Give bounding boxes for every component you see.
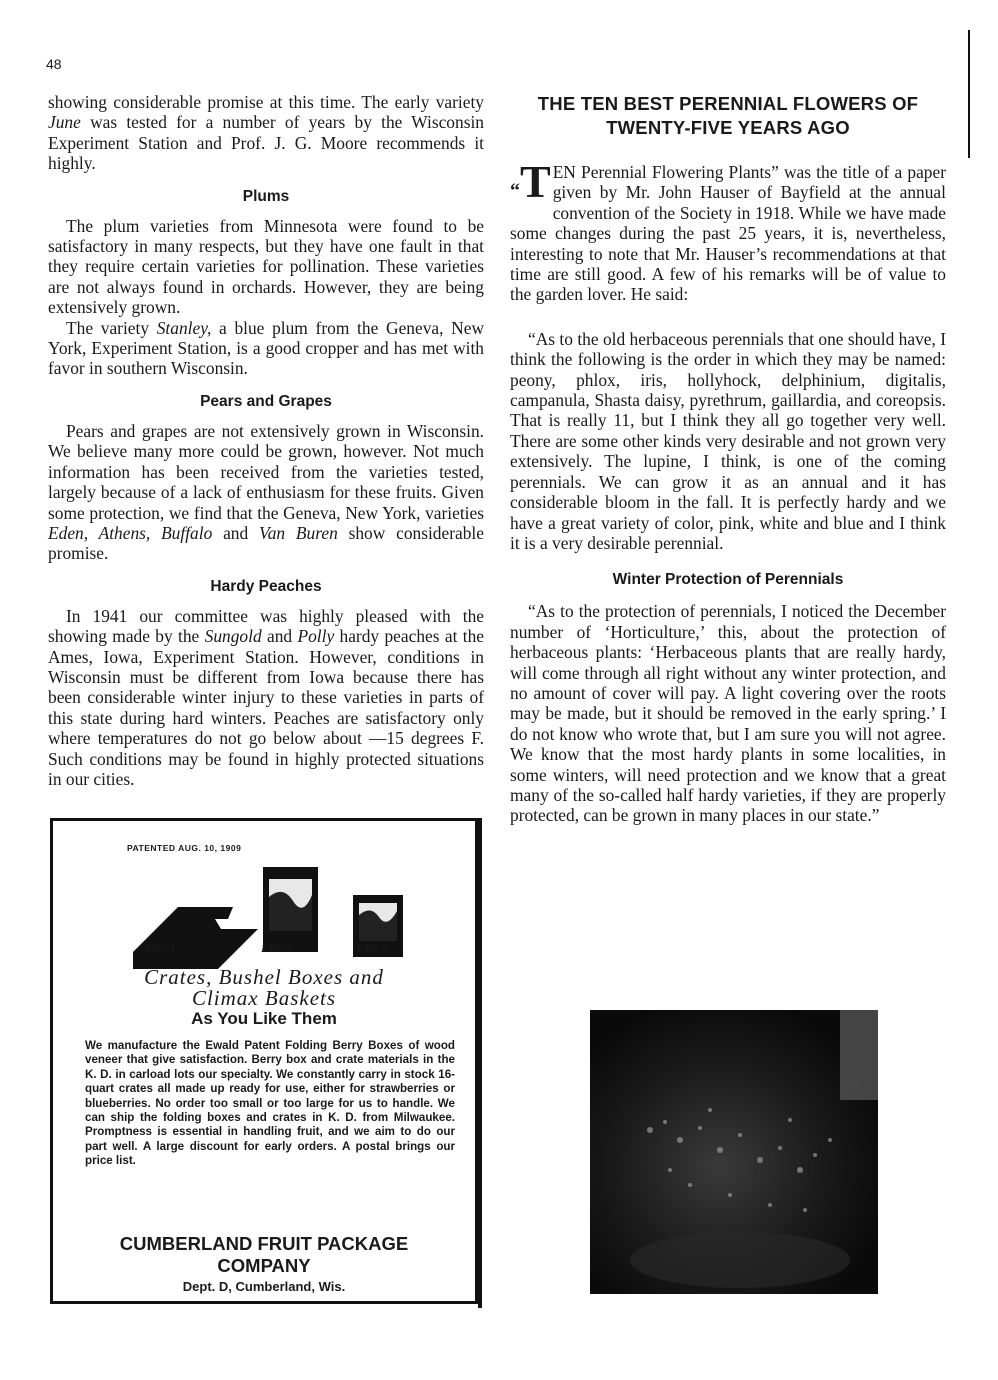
company-address: Dept. D, Cumberland, Wis. bbox=[182, 1279, 346, 1294]
folded-box-figure bbox=[133, 907, 258, 969]
peaches-heading: Hardy Peaches bbox=[210, 577, 322, 595]
plums-paragraph: The plum varieties from Minnesota were found to be satisfactory in many respects, but they have one fault in that they require certain varieties for pollination. These varieties are not always found in orchards. However, they are being extensively grown. bbox=[48, 215, 484, 318]
winter-protection-heading: Winter Protection of Perennials bbox=[612, 571, 844, 589]
right-column bbox=[510, 92, 946, 826]
advertisement-box bbox=[50, 818, 478, 1304]
ad-subhead: As You Like Them bbox=[191, 1009, 337, 1028]
flower-photo bbox=[590, 1010, 878, 1294]
intro-paragraph: showing considerable promise at this time. The early variety June was tested for a number of years by the Wisconsin Experiment Station and Prof. J. G. Moore recommends it highly. bbox=[48, 92, 484, 174]
drop-cap: “T bbox=[510, 156, 551, 207]
pears-heading: Pears and Grapes bbox=[200, 392, 332, 410]
ad-body: We manufacture the Ewald Patent Folding Berry Boxes of wood veneer that give satisfaction. Berry box and crate materials in the K. D. in carload lots our specialty. We constantly carry in stock 16-quart crates all made up ready for use, either for strawberries or blueberries. No order too small or too large for us to handle. We can ship the folding boxes and crates in K. D. from Milwaukee. Promptness is essential in handling fruit, and we aim to do our part well. A large discount for early orders. A postal brings our price list. bbox=[85, 1039, 455, 1168]
peaches-paragraph: In 1941 our committee was highly pleased with the showing made by the Sungold and Polly hardy peaches at the Ames, Iowa, Experiment Station. However, conditions in Wisconsin must be different from Iowa because there has been considerable winter injury to these varieties in parts of this state during hard winters. Peaches are satisfactory only where temperatures do not go below about —15 degrees F. Such conditions may be found in highly protected situations in our cities. bbox=[48, 605, 484, 789]
winter-protection-paragraph: “As to the protection of perennials, I noticed the December number of ‘Horticulture,’ this, about the protection of herbaceous plants: ‘Herbaceous plants that are really hardy, will come through all right without any winter protection, and no amount of cover will pay. A light covering over the roots may be made, but it should be removed in the early spring.’ I do not know who wrote that, but I am sure you will not agree. We know that the most hardy plants in some localities, in some winters, will need protection and we know that a great many of the so-called half hardy varieties, if they are properly protected, can be grown in many places in our state.” bbox=[510, 601, 946, 826]
fig-1-label: FIG. 1 bbox=[145, 943, 176, 955]
patent-text: PATENTED AUG. 10, 1909 bbox=[127, 843, 242, 853]
article-title: THE TEN BEST PERENNIAL FLOWERS OF TWENTY-FIVE YEARS AGO bbox=[537, 93, 919, 138]
left-column bbox=[48, 92, 484, 789]
company-name: CUMBERLAND FRUIT PACKAGE COMPANY bbox=[119, 1233, 409, 1276]
page-number: 48 bbox=[46, 56, 62, 72]
perennials-quote: “As to the old herbaceous perennials that one should have, I think the following is the order in which they may be named: peony, phlox, iris, hollyhock, delphinium, digitalis, campanula, Shasta daisy, pyrethrum, gaillardia, and coreopsis. That is really 11, but I think they all go together very well. There are some other kinds very desirable and not grown very extensively. The lupine, I think, is one of the coming perennials. We can grow it as an annual and it has considerable bloom in the fall. It is perfectly hardy and we have a great variety of color, pink, white and blue and I think it is a very desirable perennial. bbox=[510, 328, 946, 553]
crate-figure bbox=[263, 867, 318, 952]
ad-headline: Crates, Bushel Boxes and Climax Baskets bbox=[144, 965, 384, 1010]
lead-paragraph: “T EN Perennial Flowering Plants” was the title of a paper given by Mr. John Hauser of Bayfield at the annual convention of the Society in 1918. While we have made some changes during the past 25 years, it is, nevertheless, interesting to note that Mr. Hauser’s recommendations at that time are still good. A few of his remarks will be of value to the garden lover. He said: bbox=[510, 156, 946, 305]
plums-heading: Plums bbox=[242, 187, 290, 205]
fig-2-label: FIG. 2 bbox=[261, 943, 292, 955]
column-rule bbox=[968, 30, 970, 158]
fig-3-label: FIG. 3 bbox=[357, 943, 388, 955]
pears-paragraph: Pears and grapes are not extensively grown in Wisconsin. We believe many more could be grown, however. Not much information has been received from the varieties tested, largely because of a lack of enthusiasm for these fruits. Given some protection, we find that the Geneva, New York, varieties Eden, Athens, Buffalo and Van Buren show considerable promise. bbox=[48, 420, 484, 564]
ad-shadow-rule bbox=[478, 818, 482, 1308]
stanley-paragraph: The variety Stanley, a blue plum from the Geneva, New York, Experiment Station, is a good cropper and has met with favor in southern Wisconsin. bbox=[48, 317, 484, 379]
